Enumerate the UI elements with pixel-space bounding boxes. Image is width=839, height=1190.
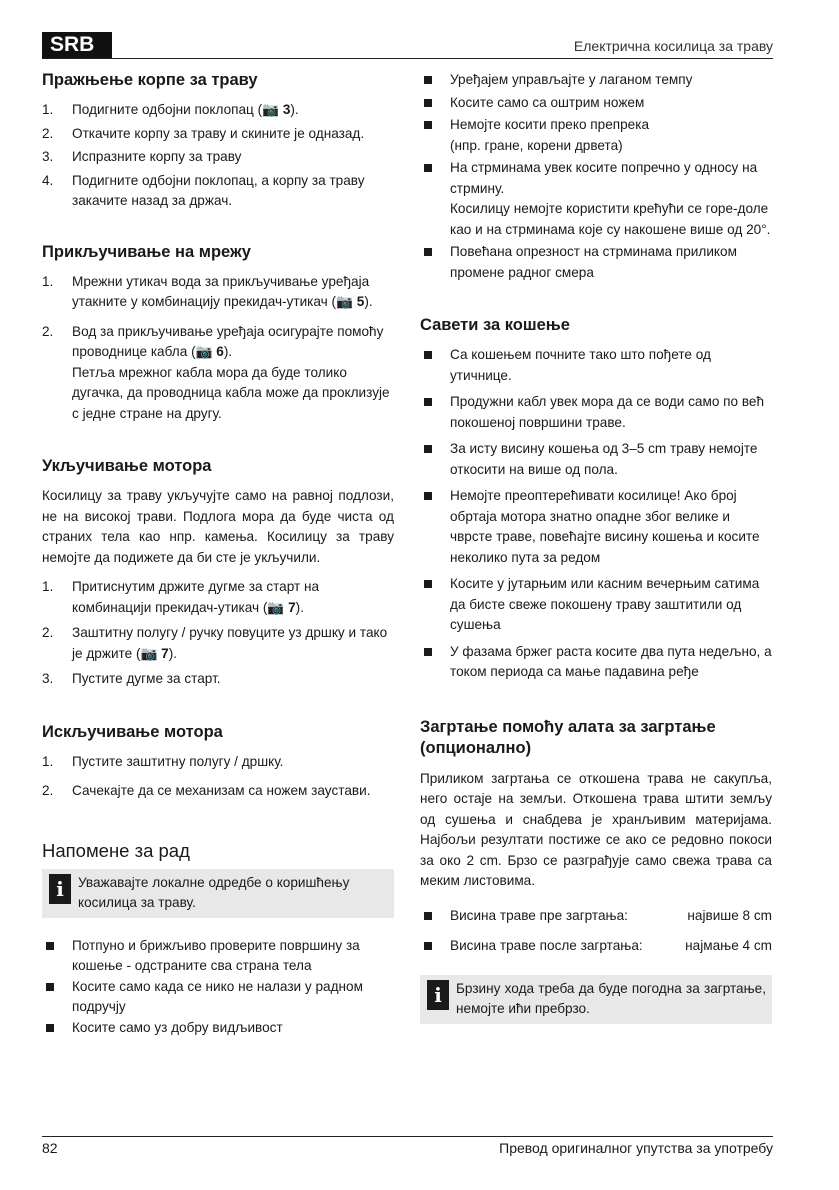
figure-ref: 📷 7 bbox=[140, 645, 169, 661]
bullet-list bbox=[420, 345, 772, 683]
info-icon: i bbox=[49, 874, 71, 904]
list-item: Уређајем управљајте у лаганом темпу bbox=[420, 70, 772, 91]
info-text: Уважавајте локалне одредбе о коришћењу косилица за траву. bbox=[78, 874, 350, 910]
list-item: 3. Пустите дугме за старт. bbox=[42, 671, 221, 686]
list-item: На стрминама увек косите попречно у односу на стрмину. Косилицу немојте користити крећући се горе-доле као и на стрминама које су накошене више од 20°. bbox=[420, 158, 772, 240]
paragraph: Приликом загртања се откошена трава не сакупља, него остаје на земљи. Откошена трава штити земљу од сушења и снабдева је хранљивим материјама. Најбољи резултати постиже се ако се редовно покоси за око 2 cm. Брзо се разграђује само свежа трава са меким листовима. bbox=[420, 770, 772, 888]
header-title: Електрична косилица за траву bbox=[573, 38, 773, 54]
bullet-list bbox=[420, 70, 772, 283]
list-item: За исту висину кошења од 3–5 cm траву немојте откосити на више од пола. bbox=[420, 439, 772, 480]
footer-title: Превод оригиналног упутства за употребу bbox=[499, 1140, 773, 1156]
page-header bbox=[42, 32, 773, 59]
list-item: Повећана опрезност на стрминама приликом промене радног смера bbox=[420, 242, 772, 283]
section-title: Укључивање мотора bbox=[42, 457, 212, 475]
numbered-list bbox=[42, 577, 394, 690]
section-title: Савети за кошење bbox=[420, 316, 570, 334]
section-title: Загртање помоћу алата за загртање (опционално) bbox=[420, 717, 716, 757]
section-title: Напомене за рад bbox=[42, 839, 190, 861]
section-title: Искључивање мотора bbox=[42, 722, 223, 741]
list-item: 2. Откачите корпу за траву и скините је одназад. bbox=[42, 125, 365, 141]
bullet-list bbox=[420, 906, 772, 957]
info-box bbox=[42, 869, 394, 918]
figure-ref: 📷 6 bbox=[195, 344, 224, 359]
numbered-list bbox=[42, 100, 394, 212]
list-item: Немојте косити преко препрека (нпр. гране, корени дрвета) bbox=[420, 115, 772, 156]
list-item: Косите у јутарњим или касним вечерњим сатима да бисте свеже покошену траву заштитили од сушења bbox=[420, 574, 772, 636]
figure-ref: 📷 3 bbox=[262, 102, 291, 117]
list-item: Немојте преоптерећивати косилице! Ако број обртаја мотора знатно опадне због велике и чврсте траве, повећајте висину кошења и косите неколико пута за редом bbox=[420, 486, 772, 568]
language-badge: SRB bbox=[42, 32, 112, 58]
bullet-list bbox=[42, 936, 394, 1039]
list-item: Висина траве после загртања: најмање 4 cm bbox=[420, 936, 772, 957]
info-text: Брзину хода треба да буде погодна за загртање, немојте ићи пребрзо. bbox=[456, 980, 766, 1016]
list-item: 4. Подигните одбојни поклопац, а корпу за траву закачите назад за држач. bbox=[42, 172, 365, 208]
list-item: 2. Вод за прикључивање уређаја осигурајте помоћу проводнице кабла (📷 6). Петља мрежног кабла мора да буде толико дугачка, да проводница кабла може да проклизује с једне стране на другу. bbox=[42, 323, 390, 421]
list-item: Косите само када се нико не налази у радном подручју bbox=[42, 977, 394, 1018]
list-item: Продужни кабл увек мора да се води само по већ покошеној површини траве. bbox=[420, 392, 772, 433]
page-number: 82 bbox=[42, 1140, 58, 1156]
numbered-list bbox=[42, 272, 394, 425]
paragraph: Косилицу за траву укључујте само на равној подлози, не на високој трави. Подлога мора да буде чиста од страних тела као нпр. камења. Косилицу за траву немојте да подижете да би сте је укључили. bbox=[42, 488, 394, 565]
right-column bbox=[420, 70, 772, 1024]
info-icon: i bbox=[427, 980, 449, 1010]
figure-ref: 📷 7 bbox=[267, 599, 296, 615]
list-item: 1. Мрежни утикач вода за прикључивање уређаја утакните у комбинацију прекидач-утикач (📷 5). bbox=[42, 273, 373, 309]
list-item: Потпуно и брижљиво проверите површину за кошење - одстраните сва страна тела bbox=[42, 936, 394, 977]
page-footer bbox=[42, 1136, 773, 1156]
left-column bbox=[42, 70, 394, 1038]
list-item: Косите само уз добру видљивост bbox=[42, 1018, 394, 1039]
list-item: Висина траве пре загртања: највише 8 cm bbox=[420, 906, 772, 927]
list-item: У фазама бржег раста косите два пута недељно, а током периода са мање падавина ређе bbox=[420, 642, 772, 683]
section-title: Прикључивање на мрежу bbox=[42, 242, 251, 261]
list-item: 1. Пустите заштитну полугу / дршку. bbox=[42, 753, 284, 769]
section-title: Пражњење корпе за траву bbox=[42, 71, 258, 89]
list-item: Косите само са оштрим ножем bbox=[420, 93, 772, 114]
info-box bbox=[420, 975, 772, 1024]
list-item: 3. Испразните корпу за траву bbox=[42, 149, 242, 164]
numbered-list bbox=[42, 752, 394, 802]
list-item: Са кошењем почните тако што пођете од утичнице. bbox=[420, 345, 772, 386]
list-item: 1. Притиснутим држите дугме за старт на комбинацији прекидач-утикач (📷 7). bbox=[42, 579, 320, 615]
figure-ref: 📷 5 bbox=[336, 294, 365, 309]
list-item: 2. Сачекајте да се механизам са ножем заустави. bbox=[42, 783, 371, 798]
list-item: 1. Подигните одбојни поклопац (📷 3). bbox=[42, 102, 299, 117]
list-item: 2. Заштитну полугу / ручку повуците уз дршку и тако је држите (📷 7). bbox=[42, 625, 388, 661]
